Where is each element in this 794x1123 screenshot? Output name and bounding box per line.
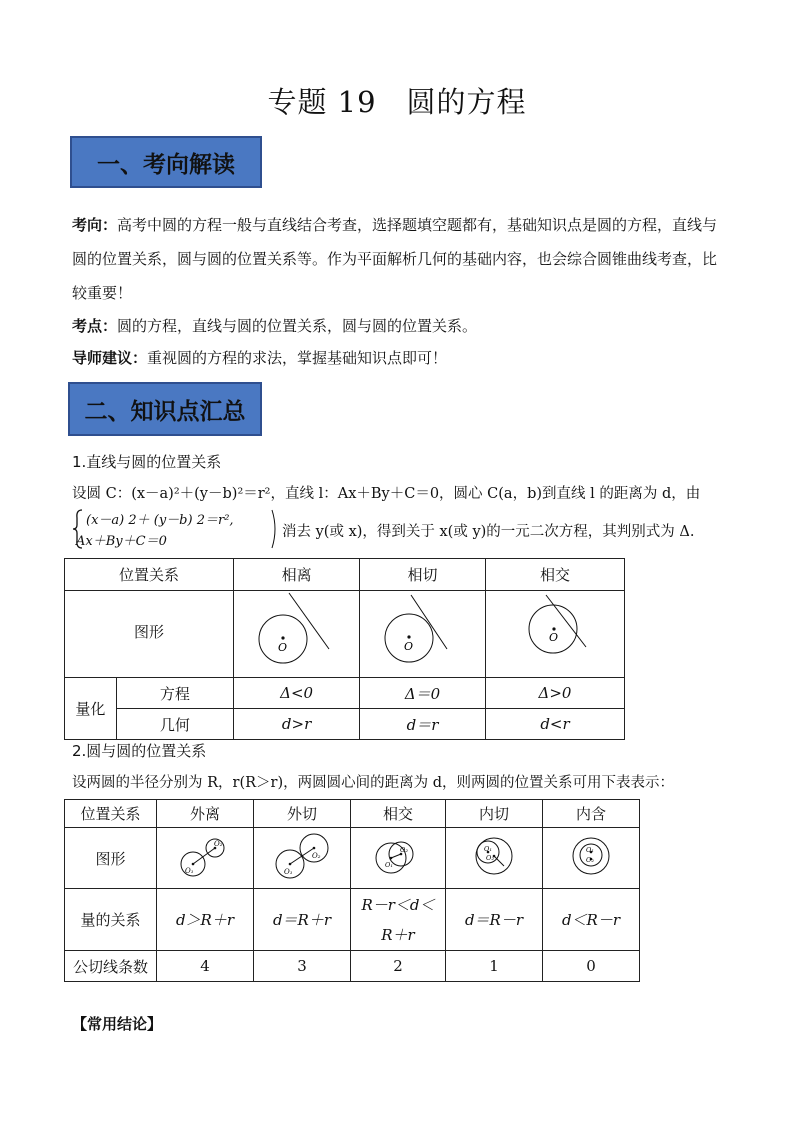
circles-intersecting-figure — [351, 828, 445, 884]
figure-separate — [234, 591, 360, 678]
jianyi-block — [72, 342, 724, 374]
figure-internal-tangent — [446, 828, 543, 889]
table1-cell: d>r — [234, 709, 360, 740]
table2-cell: d＞R＋r — [157, 889, 254, 951]
table1-header-row — [65, 559, 625, 591]
section-heading-1-label: 一、考向解读 — [97, 150, 235, 178]
center2-label: O₂ — [312, 852, 321, 860]
table1-equation-label: 方程 — [116, 678, 233, 709]
part2-heading: 2.圆与圆的位置关系 — [72, 742, 207, 760]
system-eq1: (x－a) 2＋ (y－b) 2＝r², — [86, 513, 234, 528]
jianyi-text: 重视圆的方程的求法，掌握基础知识点即可！ — [147, 349, 448, 367]
table1-cell: Δ<0 — [234, 678, 360, 709]
kaodian-block — [72, 310, 724, 342]
line-circle-intersect-figure — [490, 591, 620, 673]
table2-header-cell: 相交 — [351, 800, 446, 828]
table1-header-cell: 相切 — [360, 559, 486, 591]
center2-label: O₂ — [586, 856, 594, 864]
part1-line2: 消去 y(或 x)，得到关于 x(或 y)的一元二次方程，其判别式为 Δ. — [282, 524, 695, 540]
kaoxiang-label: 考向： — [72, 216, 118, 234]
section-heading-1 — [70, 136, 262, 188]
table1-figure-row — [65, 591, 625, 678]
table1-header-cell: 位置关系 — [65, 559, 234, 591]
system-eq2: Ax＋By＋C＝0 — [76, 534, 167, 549]
table1-geometry-row — [65, 709, 625, 740]
line-circle-separate-figure — [237, 591, 357, 673]
table2-header-cell: 位置关系 — [65, 800, 157, 828]
center2-label: O₂ — [400, 846, 408, 854]
figure-external-tangent — [254, 828, 351, 889]
common-conclusions-heading: 【常用结论】 — [72, 1015, 163, 1033]
circles-internal-tangent-figure — [446, 828, 542, 884]
table2-cell: d＜R－r — [543, 889, 640, 951]
center-label: O — [403, 640, 413, 653]
section-heading-2 — [68, 382, 262, 436]
table1-cell: Δ＝0 — [360, 678, 486, 709]
table2-cell: d＝R－r — [446, 889, 543, 951]
center-label: O — [549, 631, 559, 644]
circle-circle-table — [64, 799, 640, 982]
equation-system — [72, 508, 282, 550]
table1-quantify-label: 量化 — [65, 678, 117, 740]
table1-header-cell: 相交 — [486, 559, 625, 591]
table1-cell: d＝r — [360, 709, 486, 740]
table2-figure-row — [65, 828, 640, 889]
intro-paragraph — [72, 208, 724, 374]
table2-cell: 3 — [254, 951, 351, 982]
center1-label: O₁ — [284, 868, 293, 876]
table2-header-row — [65, 800, 640, 828]
figure-intersect — [486, 591, 625, 678]
table2-tangent-label: 公切线条数 — [65, 951, 157, 982]
center-label: O — [277, 641, 287, 654]
table2-header-cell: 外切 — [254, 800, 351, 828]
line-circle-tangent-figure — [363, 591, 483, 673]
table2-cell: 0 — [543, 951, 640, 982]
table1-cell: Δ>0 — [486, 678, 625, 709]
center2-label: O₂ — [214, 840, 223, 848]
jianyi-label: 导师建议： — [72, 349, 148, 367]
part2-line1: 设两圆的半径分别为 R，r(R＞r)，两圆圆心间的距离为 d，则两圆的位置关系可用下表表示： — [72, 775, 675, 791]
kaoxiang-text: 高考中圆的方程一般与直线结合考查，选择题填空题都有，基础知识点是圆的方程，直线与圆的位置关系，圆与圆的位置关系等。作为平面解析几何的基础内容，也会综合圆锥曲线考查，比较重要！ — [72, 216, 718, 302]
center1-label: O₁ — [586, 846, 594, 854]
center1-label: O₁ — [484, 845, 492, 853]
table1-cell: d<r — [486, 709, 625, 740]
kaodian-text: 圆的方程，直线与圆的位置关系，圆与圆的位置关系。 — [117, 317, 478, 335]
circles-external-tangent-figure — [254, 828, 350, 884]
section-heading-2-label: 二、知识点汇总 — [84, 397, 246, 425]
kaodian-label: 考点： — [72, 317, 118, 335]
center2-label: O₂ — [486, 854, 494, 862]
table1-figure-label: 图形 — [65, 591, 234, 678]
circles-contained-figure — [543, 828, 639, 884]
table2-cell-line1: R－r＜d＜ — [361, 895, 435, 914]
table2-tangent-row — [65, 951, 640, 982]
table1-header-cell: 相离 — [234, 559, 360, 591]
right-paren-icon — [270, 508, 280, 550]
figure-contained — [543, 828, 640, 889]
center1-label: O₁ — [385, 861, 393, 869]
table2-relation-label: 量的关系 — [65, 889, 157, 951]
table2-cell: 2 — [351, 951, 446, 982]
table2-cell: d＝R＋r — [254, 889, 351, 951]
table2-relation-row — [65, 889, 640, 951]
figure-external — [157, 828, 254, 889]
table1-geometry-label: 几何 — [116, 709, 233, 740]
circles-external-figure — [157, 828, 253, 884]
table2-header-cell: 外离 — [157, 800, 254, 828]
part1-heading: 1.直线与圆的位置关系 — [72, 453, 222, 471]
table1-equation-row — [65, 678, 625, 709]
table2-cell-stacked — [351, 889, 446, 951]
table2-figure-label: 图形 — [65, 828, 157, 889]
figure-intersecting — [351, 828, 446, 889]
table2-header-cell: 内切 — [446, 800, 543, 828]
page-title: 专题 19 圆的方程 — [267, 85, 527, 119]
table2-cell: 4 — [157, 951, 254, 982]
part1-line1: 设圆 C：(x－a)²＋(y－b)²＝r²，直线 l：Ax＋By＋C＝0，圆心 C(a，b)到直线 l 的距离为 d，由 — [72, 486, 701, 502]
center1-label: O₁ — [185, 867, 194, 875]
table2-cell-line2: R＋r — [381, 925, 415, 944]
line-circle-table — [64, 558, 625, 740]
kaoxiang-block — [72, 208, 724, 310]
table2-header-cell: 内含 — [543, 800, 640, 828]
figure-tangent — [360, 591, 486, 678]
table2-cell: 1 — [446, 951, 543, 982]
